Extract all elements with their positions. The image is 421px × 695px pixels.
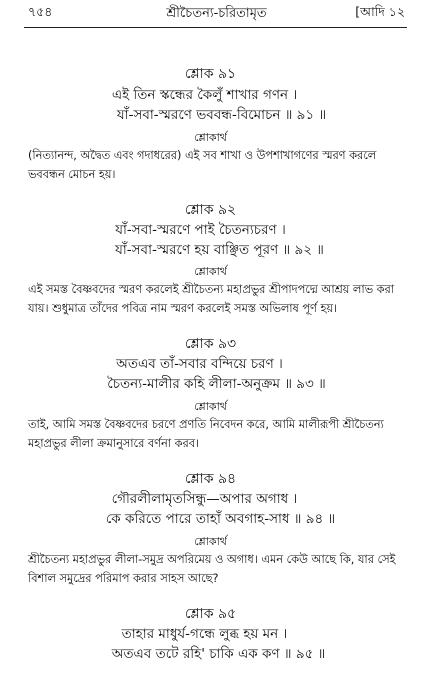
shloka-heading-94: শ্লোক ৯৪ xyxy=(184,471,237,487)
verse-line: কে করিতে পারে তাহাঁ অবগাহ-সাধ ॥ ৯৪ ॥ xyxy=(105,511,336,527)
verse-line: তাহার মাধুর্য-গন্ধে লুব্ধ হয় মন । xyxy=(121,626,288,642)
translation-line: যায়। শুধুমাত্র তাঁদের পবিত্র নাম স্মরণ করলেই সমস্ত অভিলাষ পূর্ণ হয়। xyxy=(28,302,338,315)
header-rule xyxy=(24,27,407,28)
verse-line: এই তিন স্কন্ধের কৈলুঁ শাখার গণন । xyxy=(111,87,298,103)
book-title: শ্রীচৈতন্য-চরিতামৃত xyxy=(166,6,267,21)
shloka-heading-92: শ্লোক ৯২ xyxy=(184,202,237,218)
verse-line: যাঁ-সবা-স্মরণে পাই চৈতন্যচরণ । xyxy=(115,222,286,238)
translation-line: শ্রীচৈতন্য মহাপ্রভুর লীলা-সমুদ্র অপরিমেয় ও অগাধ। এমন কেউ আছে কি, যার সেই xyxy=(28,553,396,566)
translation-line: মহাপ্রভুর লীলা ক্রমানুসারে বর্ণনা করব। xyxy=(28,437,200,450)
running-header xyxy=(28,4,405,26)
translation-line: বিশাল সমুদ্রের পরিমাপ করার সাহস আছে? xyxy=(28,572,219,585)
verse-line: যাঁ-সবা-স্মরণে ভববন্ধ-বিমোচন ॥ ৯১ ॥ xyxy=(116,107,327,123)
verse-line: চৈতন্য-মালীর কহি লীলা-অনুক্রম ॥ ৯৩ ॥ xyxy=(107,376,326,392)
translation-line: এই সমস্ত বৈষ্ণবদের স্মরণ করলেই শ্রীচৈতন্য মহাপ্রভুর শ্রীপাদপদ্মে আশ্রয় লাভ করা xyxy=(28,283,395,296)
verse-line: যাঁ-সবা-স্মরণে হয় বাঞ্ছিত পূরণ ॥ ৯২ ॥ xyxy=(115,242,324,258)
translation-label: শ্লোকার্থ xyxy=(194,265,227,278)
page-number: ৭৫৪ xyxy=(28,4,53,19)
translation-label: শ্লোকার্থ xyxy=(194,131,227,144)
shloka-heading-95: শ্লোক ৯৫ xyxy=(184,606,237,622)
translation-label: শ্লোকার্থ xyxy=(194,535,227,548)
verse-line: অতএব তটে রহি' চাকি এক কণ ॥ ৯৫ ॥ xyxy=(111,646,326,662)
translation-label: শ্লোকার্থ xyxy=(194,400,227,413)
chapter-label: [আদি ১২ xyxy=(355,4,405,19)
verse-line: অতএব তাঁ-সবার বন্দিয়ে চরণ । xyxy=(116,356,283,372)
shloka-heading-93: শ্লোক ৯৩ xyxy=(184,336,237,352)
verse-line: গৌরলীলামৃতসিন্ধু—অপার অগাধ । xyxy=(111,491,298,507)
translation-line: (নিত্যানন্দ, অদ্বৈত এবং গদাধরের) এই সব শাখা ও উপশাখাগণের স্মরণ করলে xyxy=(28,149,377,162)
translation-line: ভববন্ধন মোচন হয়। xyxy=(28,168,116,181)
translation-line: তাই, আমি সমস্ত বৈষ্ণবদের চরণে প্রণতি নিবেদন করে, আমি মালীরূপী শ্রীচৈতন্য xyxy=(28,418,384,431)
shloka-heading-91: শ্লোক ৯১ xyxy=(184,66,237,82)
